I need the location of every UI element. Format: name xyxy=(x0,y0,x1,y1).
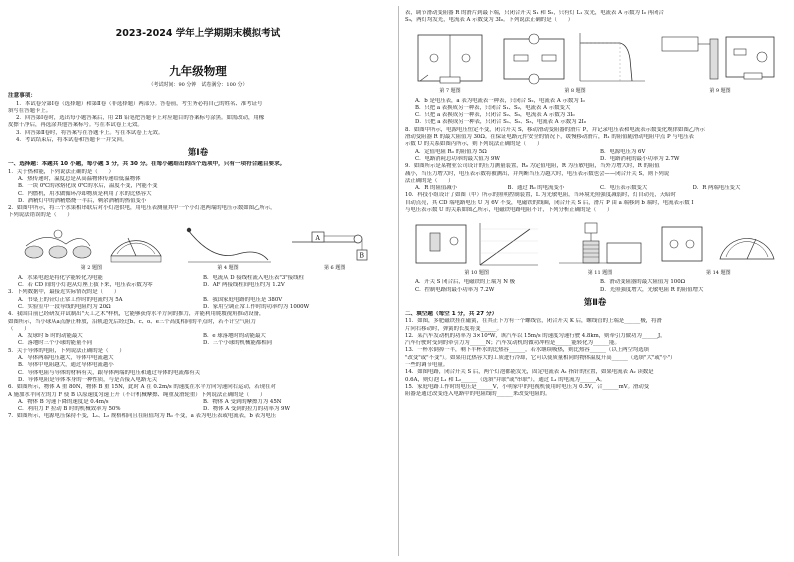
q8-option: D．电路消耗的最小功率为 2.7W xyxy=(600,155,680,162)
q9-options xyxy=(405,185,785,192)
q4-option: A．发球时 b 时的动能最大 xyxy=(18,333,83,340)
q3-options xyxy=(8,304,388,311)
figure-caption: 第 7 题图 xyxy=(439,88,461,95)
q1-stem: 1．关于热和能，下列说法正确的是（ ） xyxy=(8,168,114,175)
q10-option: C．控制电路的最小功率为 7.2W xyxy=(415,286,495,293)
q10-options xyxy=(405,279,785,286)
subject-title: 九年级物理 xyxy=(169,64,227,78)
q13-text: 13．一杯水倒掉一半，剩下半杯水的比热容______，若水继续吸热，则比热容______（以上两空均选填 xyxy=(405,347,650,354)
q7-option: C．只把 a 表换成另一种表，只闭合 S₂、S₃，电流表 A 示数为 3I₀ xyxy=(415,112,575,119)
right-column xyxy=(405,10,785,399)
right-figure-row-2 xyxy=(405,217,785,277)
q9-option: C．电压表示数变大 xyxy=(600,185,648,192)
q3-stem: 3．下列数据中，最接近实际情况的是（ ） xyxy=(8,289,120,296)
q5-stem: 5．关于导体的电阻，下列说法正确的是（ ） xyxy=(8,347,125,354)
q14-text: 0.6A，则灯泡 L₁ 和 L₂______（选填"并联"或"串联"），通过 L₁ 的电流为______A。 xyxy=(405,376,606,383)
q10-option: A．开关 S 闭合后，电磁铁的上端为 N 极 xyxy=(415,279,516,286)
q8-options xyxy=(405,149,785,156)
fig-q4 xyxy=(183,224,273,272)
q7-option: A．b 是电压表，a 表为电流表一种表，只闭合 S₂，电流表 A 示数为 I₀ xyxy=(415,97,585,104)
q7-option: D．只把 a 表换成另一种表，只闭合 S₁、S₂、S₃，电流表 A 示数为 2I₀ xyxy=(415,119,586,126)
note-line: 4．考试结束后，将本试卷和答题卡一并交回。 xyxy=(16,137,128,144)
part1-title: 第Ⅰ卷 xyxy=(187,148,209,159)
q6-options xyxy=(8,406,388,413)
q6-option: C．利用力 F 拉动 B 时的机械效率为 50% xyxy=(18,406,121,413)
q2-options xyxy=(8,282,388,289)
q6-option: A．物体 B 匀速下降的速度是 0.4m/s xyxy=(18,398,109,405)
q6-stem: 6．如图所示，物体 A 重 80N，物体 B 重 15N，此时 A 在 0.2m/s 的速度在水平方向匀速向右运动，若现在对 xyxy=(8,384,276,391)
q15-text: 阻器是通过改变连入电路中的电阻线的______来改变电阻的。 xyxy=(405,391,551,398)
right-figure-row-1 xyxy=(405,28,785,96)
q13-text: "改变"或"不变"）。如果用比热容大的工质进行冷却，它可以使质量相同的物体温度升高______（选填"大"或"小"） xyxy=(405,354,676,361)
fig-q7 xyxy=(410,29,490,95)
q8-option: A．定值电阻 R₀ 的阻值为 5Ω xyxy=(415,148,487,155)
notes-heading: 注意事项： xyxy=(8,93,36,100)
exam-meta: （考试时间：90 分钟 试卷满分：100 分） xyxy=(148,82,248,88)
q8-options xyxy=(405,156,785,163)
note-line: 皮擦干净后，再选涂其他答案标号。写在本试卷上无效。 xyxy=(8,122,143,129)
q2-option: D．AF 两接线柱间电压约为 1.2V xyxy=(203,282,285,289)
fig-q2 xyxy=(16,224,166,272)
q10-stem: 自动点亮，其 CD 端电路电压 U 为 6V 不变，电磁铁的线圈，闭合开关 S 后，滑片 P 由 a 端移到 b 端时，电流表示数 I xyxy=(405,199,694,206)
fig-q8 xyxy=(500,29,650,95)
q8-stem: 8．如图甲所示，电源电压恒定不变，闭合开关 S，移动滑动变阻器的滑片 P，并记录电压表和电流表示数变化规律如图乙所示 xyxy=(405,126,705,133)
q11-text: 11．如图，多肥磁铁挂在磁簧，在其正下方有一个螺线管，闭合开关 K 后，螺线管的上端是______极，将滑 xyxy=(405,318,662,325)
q2-stem: 下列说法错误的是（ ） xyxy=(8,212,73,219)
q8-option: C．电路消耗总功率的最大值为 9W xyxy=(415,155,500,162)
circuit-figure-q7 xyxy=(410,29,490,87)
note-line: 3．回答第Ⅱ卷时，将答案写在答题卡上。写在本试卷上无效。 xyxy=(16,129,164,136)
q10-stem: 与电压表示数 U 的关系如图乙所示，电磁铁电路电阻不计，下列分析正确的是（ ） xyxy=(405,207,613,214)
q9-option: A．R 的阻值减小 xyxy=(415,185,458,192)
fig-q14 xyxy=(658,219,778,277)
fig-q11 xyxy=(555,219,645,277)
note-line: 1．本试卷分第Ⅰ卷（选择题）和第Ⅱ卷（非选择题）两部分。答卷前，考生务必将自己的姓名、准考证号 xyxy=(16,100,263,107)
q1-option: C．内燃机，用水做循环冷却物质是利用了水的比热容大 xyxy=(18,190,152,197)
note-line: 2．回答第Ⅰ卷时，选出每小题答案后，用 2B 铅笔把答题卡上对应题目的答案标号涂黑。如需改动，用橡 xyxy=(16,115,265,122)
figure-caption: 第 6 题图 xyxy=(323,265,346,272)
fig-q9 xyxy=(660,29,780,95)
q9-stem: 9．如图所示是某物业公司设计的压力测量装置，R₀ 为定值电阻，R 为压敏电阻，当外力增大时，R 的阻值 xyxy=(405,163,660,170)
q1-option: D．酒精灯中的酒精燃烧一半后，剩余酒精的热值变小 xyxy=(18,197,147,204)
q12-text: 12．某汽车发动机的功率为 3×10⁴W，该汽车以 15m/s 的速度匀速行驶 4.8km，则牵引力做功为______J， xyxy=(405,332,666,339)
figure-caption: 第 9 题图 xyxy=(709,88,731,95)
q4-stem: （ ） xyxy=(8,325,30,332)
q9-stem: 法正确的是（ ） xyxy=(405,177,454,184)
note-line: 填写在答题卡上。 xyxy=(8,107,52,114)
q8-stem: 示数 U 的关系如图丙所示，则下列说法正确的是（ ） xyxy=(405,141,543,148)
q15-text: 15．家庭电路工作时的电压是______V，小明家中的电视机使用时电压为 0.5V，合______mV。滑动变 xyxy=(405,383,650,390)
q2-stem: 2．如图甲所示，将三个水果相串联后对小灯泡供电，用电压表测量其中一个小灯泡两端的电压示数如图乙所示， xyxy=(8,205,276,212)
q6-option: B．物体 A 受到的摩擦力为 45N xyxy=(203,398,282,405)
electromagnet-figure-q11 xyxy=(555,219,645,269)
q4-stem: 如图所示，当小球从a点静止释放，沿轨道先后经过b、c、o、e三个高度相同的平点时，若不计空气阻力 xyxy=(8,318,256,325)
q2-option: B．电流从 D 接线柱流入电压表"3"接线柱 xyxy=(203,274,304,281)
q4-option: C．落地时三个小球的能量不同 xyxy=(18,340,93,347)
figure-caption: 第 14 题图 xyxy=(706,270,731,277)
q4-options xyxy=(8,333,388,340)
q2-option: C．若 CD 间的小灯泡从灯座上拔下来，电压表示数为零 xyxy=(18,282,153,289)
q7-stem: 表，调节滑动变阻器 R 的滑片到最下端，只闭合开关 S₁ 和 S₂，只有灯 L₁ 发光，电流表 A 示数为 I₀ 再闭合 xyxy=(405,10,664,16)
fruit-battery-voltmeter-figure xyxy=(16,224,166,264)
svg-text:B: B xyxy=(359,252,364,260)
figure-caption: 第 2 题图 xyxy=(80,265,103,272)
exam-title: 2023-2024 学年上学期期末模拟考试 xyxy=(115,28,281,39)
track-ball-figure xyxy=(183,224,273,264)
q7-stem: S₃，两灯均发光，电流表 A 示数变为 3I₀。下列说法正确的是（ ） xyxy=(405,17,574,24)
q3-option: A．书桌上的台灯正常工作时的电流约为 5A xyxy=(18,296,123,303)
q1-option: B．一块 0℃的冰熔化成 0℃的水后，温度不变，内能不变 xyxy=(18,183,158,190)
part2-title: 第Ⅱ卷 xyxy=(583,297,607,308)
q10-option: B．滑动变阻器的最大阻值为 100Ω xyxy=(600,279,686,286)
q12-text: 汽车行驶时受到的牵引力为______N；汽车发动机的做功冲程是______能转化为______能。 xyxy=(405,340,620,347)
q2-option: A．水果电池是将化学能转化为电能 xyxy=(18,274,103,281)
q1-option: A．热传递时，温度总是从高温物体传递给低温物体 xyxy=(18,175,141,182)
q4-option: D．三个小球的机械能都相同 xyxy=(203,340,273,347)
q5-option: C．导体电阻与导体的材料有关，跟导体两端的电压和通过导体的电流都有关 xyxy=(18,369,201,376)
q2-options xyxy=(8,275,388,282)
q3-option: C．实验室中一段导线的电阻约为 20Ω xyxy=(18,303,111,310)
q5-option: A．导体两端电压越大，导体中电流越大 xyxy=(18,355,114,362)
q9-option: D．R 两端电压变大 xyxy=(692,185,741,192)
fig-q10 xyxy=(412,219,542,277)
q9-option: B．通过 R₀ 的电流变小 xyxy=(507,185,565,192)
ammeter-circuit-figure-q14 xyxy=(658,219,778,269)
column-divider xyxy=(398,6,399,556)
left-figure-row xyxy=(8,223,388,273)
q10-option: D．光照强度增大，光敏电阻 R 的阻值增大 xyxy=(600,286,704,293)
left-column xyxy=(8,10,388,421)
pressure-sensor-figure-q9 xyxy=(660,29,780,87)
figure-caption: 第 8 题图 xyxy=(564,88,586,95)
section2-heading: 二、填空题（每空 1 分，共 27 分） xyxy=(405,310,498,317)
q14-text: 14．如图电路，闭合开关 S 后，两个灯泡都能发光，固定电流表 A₁ 指针的位置，如果电流表 A₂ 读数是 xyxy=(405,369,654,376)
q4-option: B．e 球落地时的动能最大 xyxy=(203,333,266,340)
q11-text: 片向右移动时，弹簧的长度将变______。 xyxy=(405,325,503,332)
pulley-block-figure xyxy=(290,224,380,264)
q8-option: B．电源电压为 6V xyxy=(600,148,646,155)
q10-options xyxy=(405,287,785,294)
circuit-graph-figure-q8 xyxy=(500,29,650,87)
figure-caption: 第 4 题图 xyxy=(217,265,239,272)
q4-stem: 4．我国目前已经研发并试制出"天工之术"样机，它能够获得水平方向的推力，并能利用爬坡视角推动设备， xyxy=(8,311,265,318)
q4-options xyxy=(8,340,388,347)
q10-stem: 10．科技小组设计了如图（甲）所示的照明控制装置，L 为光敏电阻，当环境光照强度减弱时，灯自动亮，天暗时 xyxy=(405,192,676,199)
q6-stem: A 施加水平向左的力 F 使 B 以原速度匀速上升（不计机械摩擦、绳重及滑轮重）下列说法正确的是（ ） xyxy=(8,391,266,398)
fig-q6 xyxy=(290,224,380,272)
q6-option: D．物体 A 受到的拉力的功率为 9W xyxy=(203,406,291,413)
q13-text: 一些的调节电量。 xyxy=(405,362,449,369)
q3-option: B．我国家庭电路的电压是 380V xyxy=(203,296,283,303)
figure-caption: 第 10 题图 xyxy=(464,270,489,277)
q5-option: D．导体电阻是导体本身的一种性质，与是否接入电路无关 xyxy=(18,376,158,383)
relay-graph-figure-q10 xyxy=(412,219,542,269)
q9-stem: 减小，当压力增大时，电压表示数将被测出，并判断当压力越大时，电压表示数也会——闭合开关 S，则下列说 xyxy=(405,170,670,177)
q8-stem: 滑动变阻器 R 的最大阻值为 30Ω。在保证电路元件安全的情况下，缓慢移动滑片，R₁ 的阻值随滑动电阻中点 P 与电压表 xyxy=(405,134,694,141)
q3-options xyxy=(8,297,388,304)
q7-stem: 7．如图所示，电源电压保持不变，L₁、L₂ 规格相同且在阻值均为 R₀ 不变，a 表为电压表或电流表，b 表为电压 xyxy=(8,413,277,420)
q7-option: B．只把 a 表换成另一种表，只闭合 S₁、S₂，电流表 A 示数变大 xyxy=(415,104,571,111)
svg-text:A: A xyxy=(315,235,320,243)
q6-options xyxy=(8,399,388,406)
q3-option: D．家用空调正常工作时的功率约为 1000W xyxy=(203,303,310,310)
q5-option: B．导体中电阻越大，通过导体电流越小 xyxy=(18,362,114,369)
figure-caption: 第 11 题图 xyxy=(587,270,613,277)
section1-heading: 一、选择题：本题共 10 小题，每小题 3 分，共 30 分。在每小题给出的四个选项中，只有一项符合题目要求。 xyxy=(8,161,286,168)
